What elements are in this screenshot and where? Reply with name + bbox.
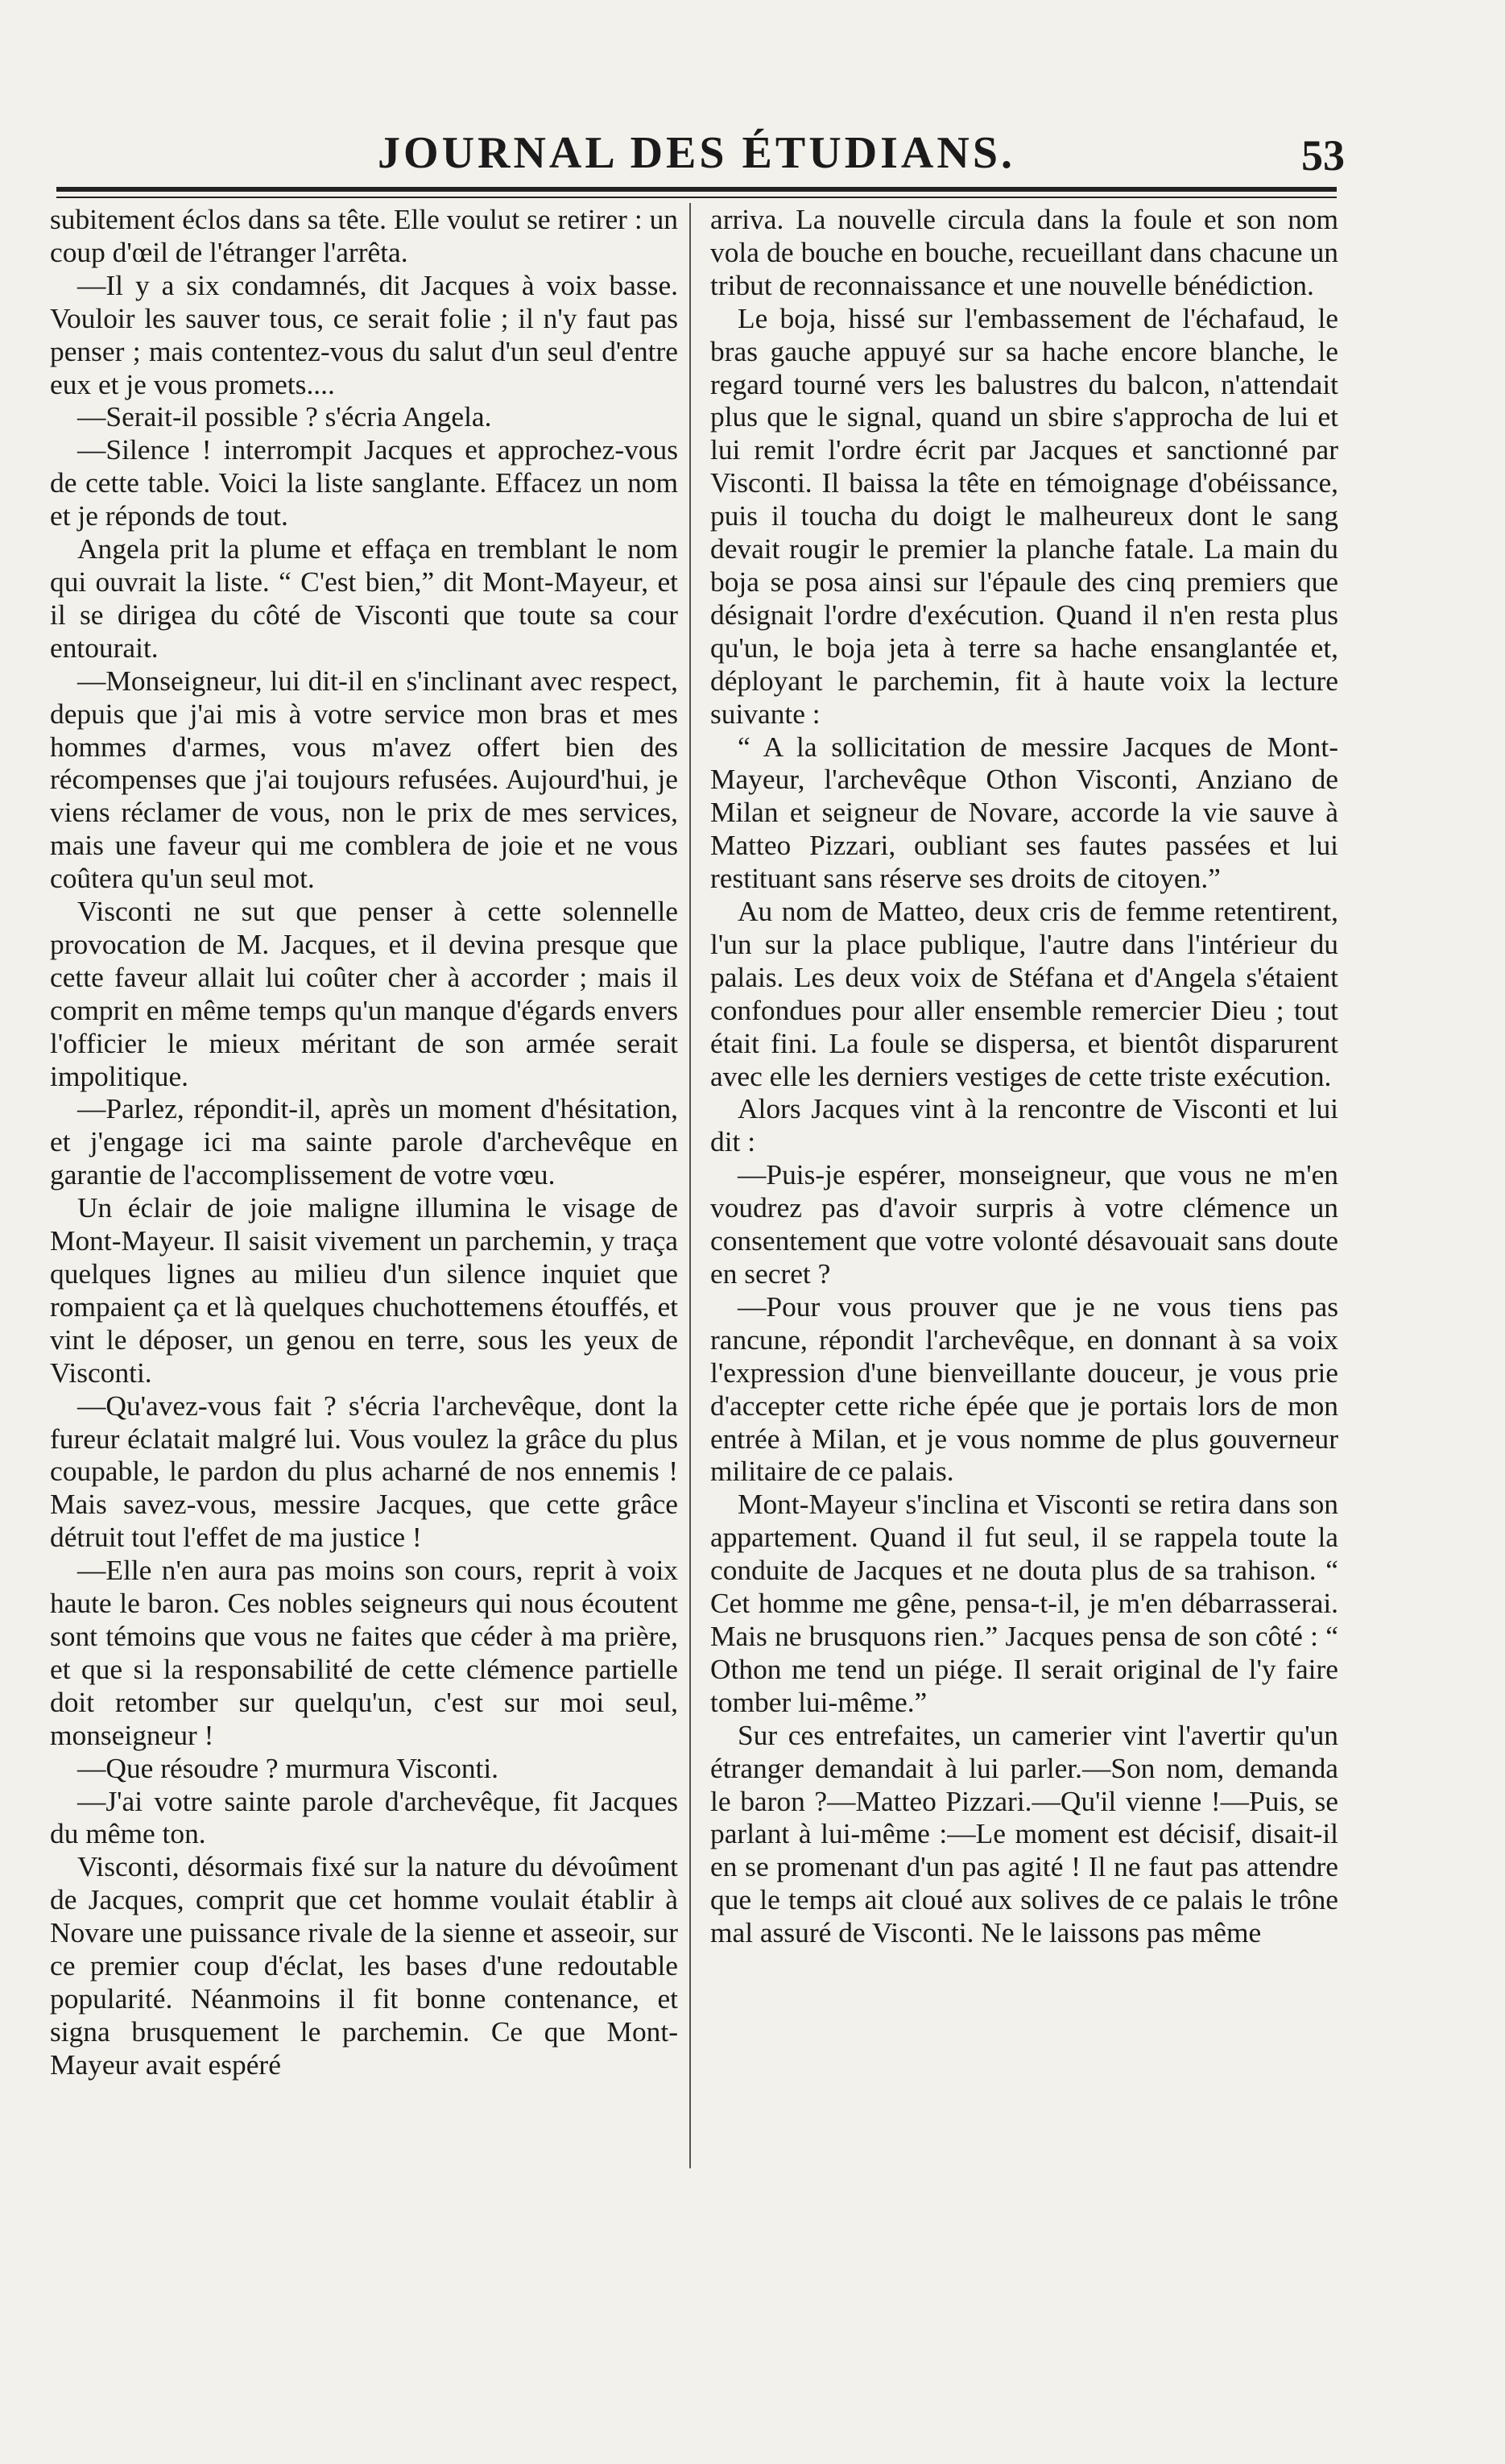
paragraph: —Elle n'en aura pas moins son cours, reprit à voix haute le baron. Ces nobles seigneurs qui nous écoutent sont témoins que vous ne faites que céder à ma prière, et que si la responsabilité de cette clémence partielle doit retomber sur quelqu'un, c'est sur moi seul, monseigneur !: [50, 1554, 678, 1751]
paragraph: —Parlez, répondit-il, après un moment d'hésitation, et j'engage ici ma sainte parole d'archevêque en garantie de l'accomplissement de votre vœu.: [50, 1092, 678, 1191]
paragraph: “ A la sollicitation de messire Jacques de Mont-Mayeur, l'archevêque Othon Visconti, Anziano de Milan et seigneur de Novare, accorde la vie sauve à Matteo Pizzari, oubliant ses fautes passées et lui restituant sans réserve ses droits de citoyen.”: [710, 730, 1338, 895]
paragraph: —J'ai votre sainte parole d'archevêque, fit Jacques du même ton.: [50, 1784, 678, 1850]
paragraph: —Puis-je espérer, monseigneur, que vous ne m'en voudrez pas d'avoir surpris à votre clémence un consentement que votre volonté désavouait sans doute en secret ?: [710, 1158, 1338, 1290]
header-rule-thin: [56, 197, 1337, 198]
paragraph: —Qu'avez-vous fait ? s'écria l'archevêque, dont la fureur éclatait malgré lui. Vous voulez la grâce du plus coupable, le pardon du plus acharné de nos ennemis ! Mais savez-vous, messire Jacques, que cette grâce détruit tout l'effet de ma justice !: [50, 1389, 678, 1554]
right-column: [710, 203, 1338, 1949]
paragraph: —Monseigneur, lui dit-il en s'inclinant avec respect, depuis que j'ai mis à votre service mon bras et mes hommes d'armes, vous m'avez offert bien des récompenses que j'ai toujours refusées. Aujourd'hui, je viens réclamer de vous, non le prix de mes services, mais une faveur qui me comblera de joie et ne vous coûtera qu'un seul mot.: [50, 664, 678, 895]
paragraph: —Pour vous prouver que je ne vous tiens pas rancune, répondit l'archevêque, en donnant à sa voix l'expression d'une bienveillante douceur, je vous prie d'accepter cette riche épée que je portais lors de mon entrée à Milan, et je vous nomme de plus gouverneur militaire de ce palais.: [710, 1290, 1338, 1488]
paragraph: Alors Jacques vint à la rencontre de Visconti et lui dit :: [710, 1092, 1338, 1158]
paragraph: Un éclair de joie maligne illumina le visage de Mont-Mayeur. Il saisit vivement un parchemin, y traça quelques lignes au milieu d'un silence inquiet que rompaient ça et là quelques chuchottemens étouffés, et vint le déposer, un genou en terre, sous les yeux de Visconti.: [50, 1191, 678, 1389]
paragraph: —Serait-il possible ? s'écria Angela.: [77, 400, 492, 433]
column-divider: [689, 203, 691, 2168]
paragraph: Visconti, désormais fixé sur la nature du dévoûment de Jacques, comprit que cet homme voulait établir à Novare une puissance rivale de la sienne et asseoir, sur ce premier coup d'éclat, les bases d'une redoutable popularité. Néanmoins il fit bonne contenance, et signa brusquement le parchemin. Ce que Mont-Mayeur avait espéré: [50, 1850, 678, 2081]
paragraph: Mont-Mayeur s'inclina et Visconti se retira dans son appartement. Quand il fut seul, il se rappela toute la conduite de Jacques et ne douta plus de sa trahison. “ Cet homme me gêne, pensa-t-il, je m'en débarrasserai. Mais ne brusquons rien.” Jacques pensa de son côté : “ Othon me tend un piége. Il serait original de l'y faire tomber lui-même.”: [710, 1488, 1338, 1718]
paragraph: Visconti ne sut que penser à cette solennelle provocation de M. Jacques, et il devina presque que cette faveur allait lui coûter cher à accorder ; mais il comprit en même temps qu'un manque d'égards envers l'officier le mieux méritant de son armée serait impolitique.: [50, 895, 678, 1092]
left-column: [50, 203, 678, 2081]
paragraph: Angela prit la plume et effaça en tremblant le nom qui ouvrait la liste. “ C'est bien,” dit Mont-Mayeur, et il se dirigea du côté de Visconti que toute sa cour entourait.: [50, 532, 678, 664]
paragraph: —Il y a six condamnés, dit Jacques à voix basse. Vouloir les sauver tous, ce serait folie ; il n'y faut pas penser ; mais contentez-vous du salut d'un seul d'entre eux et je vous promets....: [50, 268, 678, 400]
paragraph: —Silence ! interrompit Jacques et approchez-vous de cette table. Voici la liste sanglante. Effacez un nom et je réponds de tout.: [50, 433, 678, 532]
paragraph: arriva. La nouvelle circula dans la foule et son nom vola de bouche en bouche, recueillant dans chacune un tribut de reconnaissance et une nouvelle bénédiction.: [710, 203, 1338, 301]
page-header: [56, 121, 1345, 180]
paragraph: Le boja, hissé sur l'embassement de l'échafaud, le bras gauche appuyé sur sa hache encore blanche, le regard tourné vers les balustres du balcon, n'attendait plus que le signal, quand un sbire s'approcha de lui et lui remit l'ordre écrit par Jacques et sanctionné par Visconti. Il baissa la tête en témoignage d'obéissance, puis il toucha du doigt le malheureux dont le sang devait rougir le premier la planche fatale. La main du boja se posa ainsi sur l'épaule des cinq premiers que désignait l'ordre d'exécution. Quand il n'en resta plus qu'un, le boja jeta à terre sa hache ensanglantée et, déployant le parchemin, fit à haute voix la lecture suivante :: [710, 301, 1338, 730]
paragraph: —Que résoudre ? murmura Visconti.: [77, 1751, 499, 1784]
paragraph: Sur ces entrefaites, un camerier vint l'avertir qu'un étranger demandait à lui parler.—Son nom, demanda le baron ?—Matteo Pizzari.—Qu'il vienne !—Puis, se parlant à lui-même :—Le moment est décisif, disait-il en se promenant d'un pas agité ! Il ne faut pas attendre que le temps ait cloué aux solives de ce palais le trône mal assuré de Visconti. Ne le laissons pas même: [710, 1718, 1338, 1949]
journal-title: JOURNAL DES ÉTUDIANS.: [378, 128, 1015, 178]
paragraph: subitement éclos dans sa tête. Elle voulut se retirer : un coup d'œil de l'étranger l'arrêta.: [50, 203, 678, 268]
page-number: 53: [1301, 131, 1345, 180]
header-rule-thick: [56, 187, 1337, 192]
paragraph: Au nom de Matteo, deux cris de femme retentirent, l'un sur la place publique, l'autre dans l'intérieur du palais. Les deux voix de Stéfana et d'Angela s'étaient confondues pour aller ensemble remercier Dieu ; tout était fini. La foule se dispersa, et bientôt disparurent avec elle les derniers vestiges de cette triste exécution.: [710, 895, 1338, 1092]
